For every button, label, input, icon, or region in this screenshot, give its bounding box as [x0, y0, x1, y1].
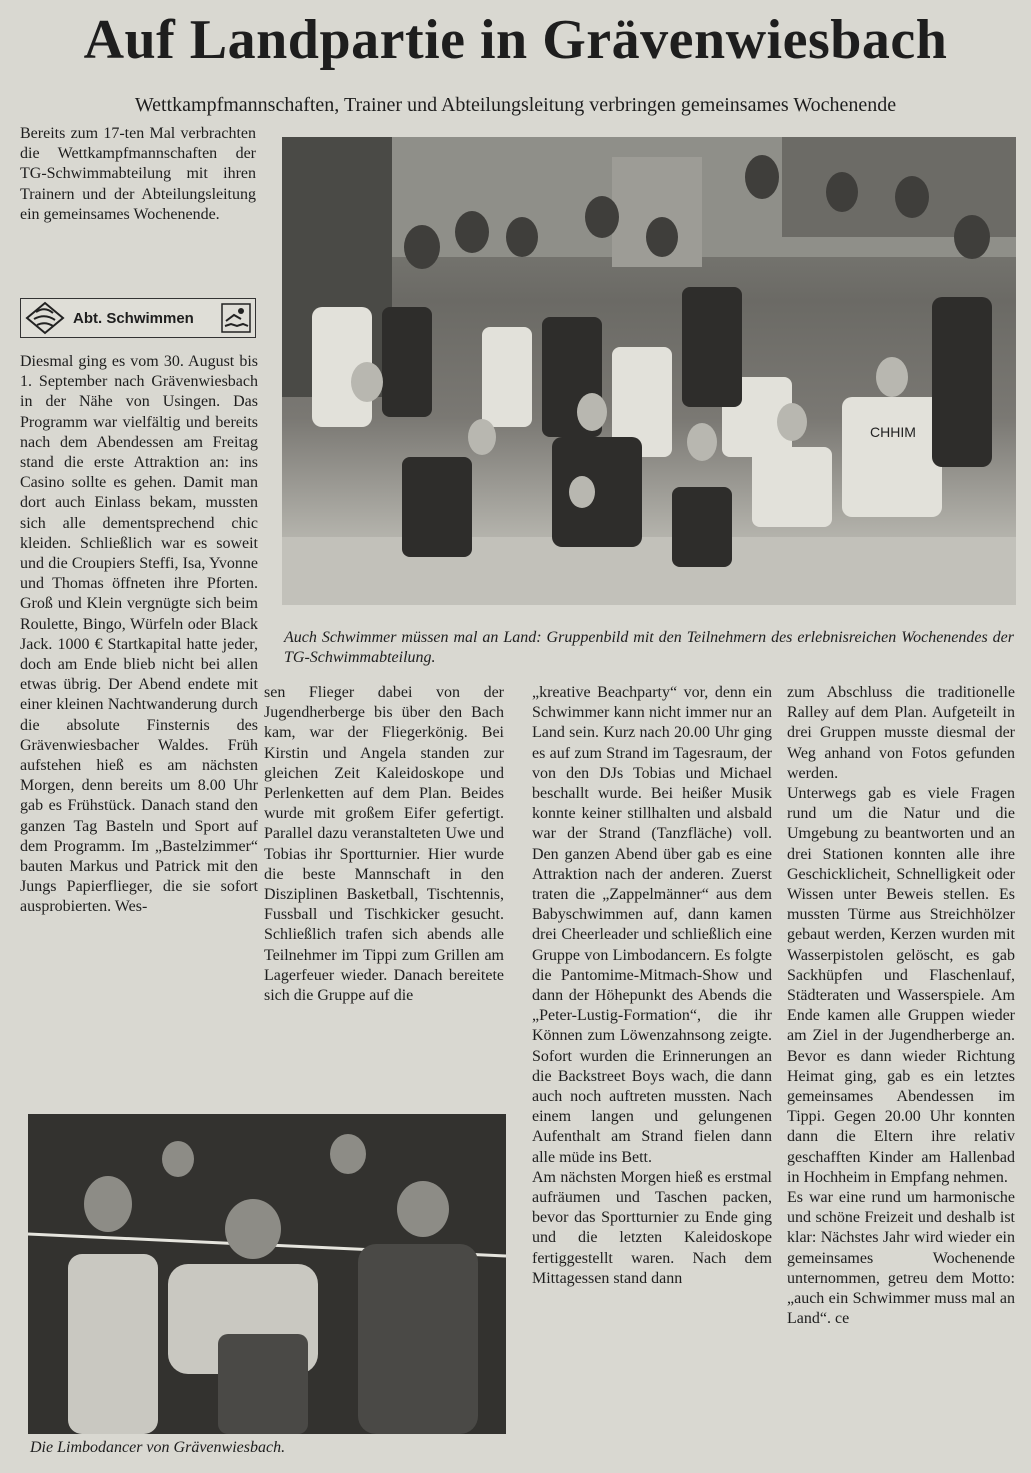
column-1-text: Diesmal ging es vom 30. August bis 1. September nach Grävenwiesbach in der Nähe von Usingen. Das Programm war vielfältig und bereits nach dem Abendessen am Freitag stand die erste Attraktion an: ins Casino sollte es gehen. Damit man dort auch Einlass bekam, mussten sich alle dementsprechend chic kleiden. Schließlich war es soweit und die Croupiers Steffi, Isa, Yvonne und Thomas öffneten ihre Pforten. Groß und Klein vergnügte sich beim Roulette, Bingo, Würfeln oder Black Jack. 1000 € Startkapital hatte jeder, doch am Ende blieb nicht bei allen etwas übrig. Der Abend endete mit einer kleinen Nachtwanderung durch die absolute Finsternis des Grävenwiesbacher Waldes. Früh aufstehen hieß es am nächsten Morgen, denn bereits um 8.00 Uhr gab es Frühstück. Danach stand den ganzen Tag Basteln und Sport auf dem Programm. Im „Bastelzimmer“ bauten Markus und Patrick mit den Jungs Papierflieger, die sie sofort ausprobierten. Wes- — [20, 353, 258, 916]
column-3 — [532, 683, 772, 1289]
column-4-closing: Es war eine rund um harmonische und schöne Freizeit und deshalb ist klar: Nächstes Jahr wird wieder ein gemeinsames Wochenende unternommen, getreu dem Motto: „auch ein Schwimmer muss mal an Land“. — [787, 1189, 1015, 1328]
group-photo-caption: Auch Schwimmer müssen mal an Land: Gruppenbild mit den Teilnehmern des erlebnisreichen Wochenendes der TG-Schwimmabteilung. — [284, 629, 1014, 666]
intro-paragraph — [20, 124, 256, 225]
column-4-text: zum Abschluss die traditionelle Ralley auf dem Plan. Aufgeteilt in drei Gruppen musste diesmal der Weg anhand von Fotos gefunden werden. — [787, 684, 1015, 782]
subheadline: Wettkampfmannschaften, Trainer und Abteilungsleitung verbringen gemeinsames Wochenende — [134, 94, 897, 116]
column-3-text: „kreative Beachparty“ vor, denn ein Schwimmer kann nicht immer nur an Land sein. Kurz nach 20.00 Uhr ging es auf zum Strand im Tagesraum, der von den DJs Tobias und Michael beschallt wurde. Bei heißer Musik konnte keiner stillhalten und alsbald war der Strand (Tanzfläche) voll. Den ganzen Abend über gab es eine Attraktion nach der anderen. Zuerst traten die „Zappelmänner“ aus dem Babyschwimmen auf, dann kamen drei Cheerleader und schließlich eine Gruppe von Limbodancern. Es folgte die Pantomime-Mitmach-Show und dann der Höhepunkt des Abends die „Peter-Lustig-Formation“, die ihr Können zum Löwenzahnsong zeigte. Sofort wurden die Erinnerungen an die Backstreet Boys wach, die dann auch noch auftreten mussten. Nach einem langen und gelungenen Aufenthalt am Strand fielen dann alle müde ins Bett. — [532, 684, 772, 1166]
author-signature: ce — [834, 1310, 850, 1328]
limbo-photo-image — [28, 1114, 506, 1434]
department-box — [20, 298, 256, 338]
intro-text: Bereits zum 17-ten Mal verbrachten die Wettkampfmannschaften der TG-Schwimmabteilung mit ihren Trainern und der Abteilungsleitung ein gemeinsames Wochenende. — [20, 125, 256, 223]
column-4-text-b: Unterwegs gab es viele Fragen rund um die Natur und die Umgebung zu beantworten und an drei Stationen konnten alle ihre Geschicklicheit, Schnelligkeit oder Wissen unter Beweis stellen. Es mussten Türme aus Streichhölzer gebaut werden, Kerzen wurden mit Wasserpistolen gelöscht, es gab Sackhüpfen und Flaschenlauf, Städteraten und Wasserspiele. Am Ende kamen alle Gruppen wieder am Ziel in der Jugendherberge an. Bevor es dann wieder Richtung Heimat ging, gab es ein letztes gemeinsames Abendessen im Tippi. Gegen 20.00 Uhr konnten dann die Eltern ihre relativ geschafften Kinder am Hallenbad in Hochheim in Empfang nehmen. — [787, 785, 1015, 1186]
limbo-photo — [28, 1114, 506, 1434]
column-2-text: sen Flieger dabei von der Jugendherberge bis über den Bach kam, war der Fliegerkönig. Bei Kirstin und Angela standen zur gleichen Zeit Kaleidoskope und Perlenketten auf dem Plan. Beides wurde mit großem Eifer gefertigt. Parallel dazu veranstalteten Uwe und Tobias ihr Sportturnier. Hier wurde die beste Mannschaft in den Disziplinen Basketball, Tischtennis, Fussball und Tischkicker gesucht. Schließlich trafen sich abends alle Teilnehmer im Tippi zum Grillen am Lagerfeuer wieder. Danach bereitete sich die Gruppe auf die — [264, 684, 504, 1005]
club-logo-icon — [25, 301, 65, 335]
group-photo-image — [282, 137, 1016, 605]
department-label: Abt. Schwimmen — [73, 309, 194, 327]
column-4-text-c — [787, 1188, 1015, 1329]
column-1 — [20, 352, 258, 918]
limbo-photo-caption: Die Limbodancer von Grävenwiesbach. — [30, 1439, 286, 1456]
swimmer-icon — [221, 303, 251, 333]
column-3-text-b: Am nächsten Morgen hieß es erstmal aufräumen und Taschen packen, bevor das Sportturnier zu Ende ging und die letzten Kaleidoskope fertiggestellt waren. Nach dem Mittagessen stand dann — [532, 1168, 772, 1287]
shirt-text: CHHIM — [870, 424, 916, 440]
column-4 — [787, 683, 1015, 1330]
column-2 — [264, 683, 504, 1006]
group-photo — [282, 137, 1016, 605]
headline: Auf Landpartie in Grävenwiesbach — [83, 9, 948, 71]
